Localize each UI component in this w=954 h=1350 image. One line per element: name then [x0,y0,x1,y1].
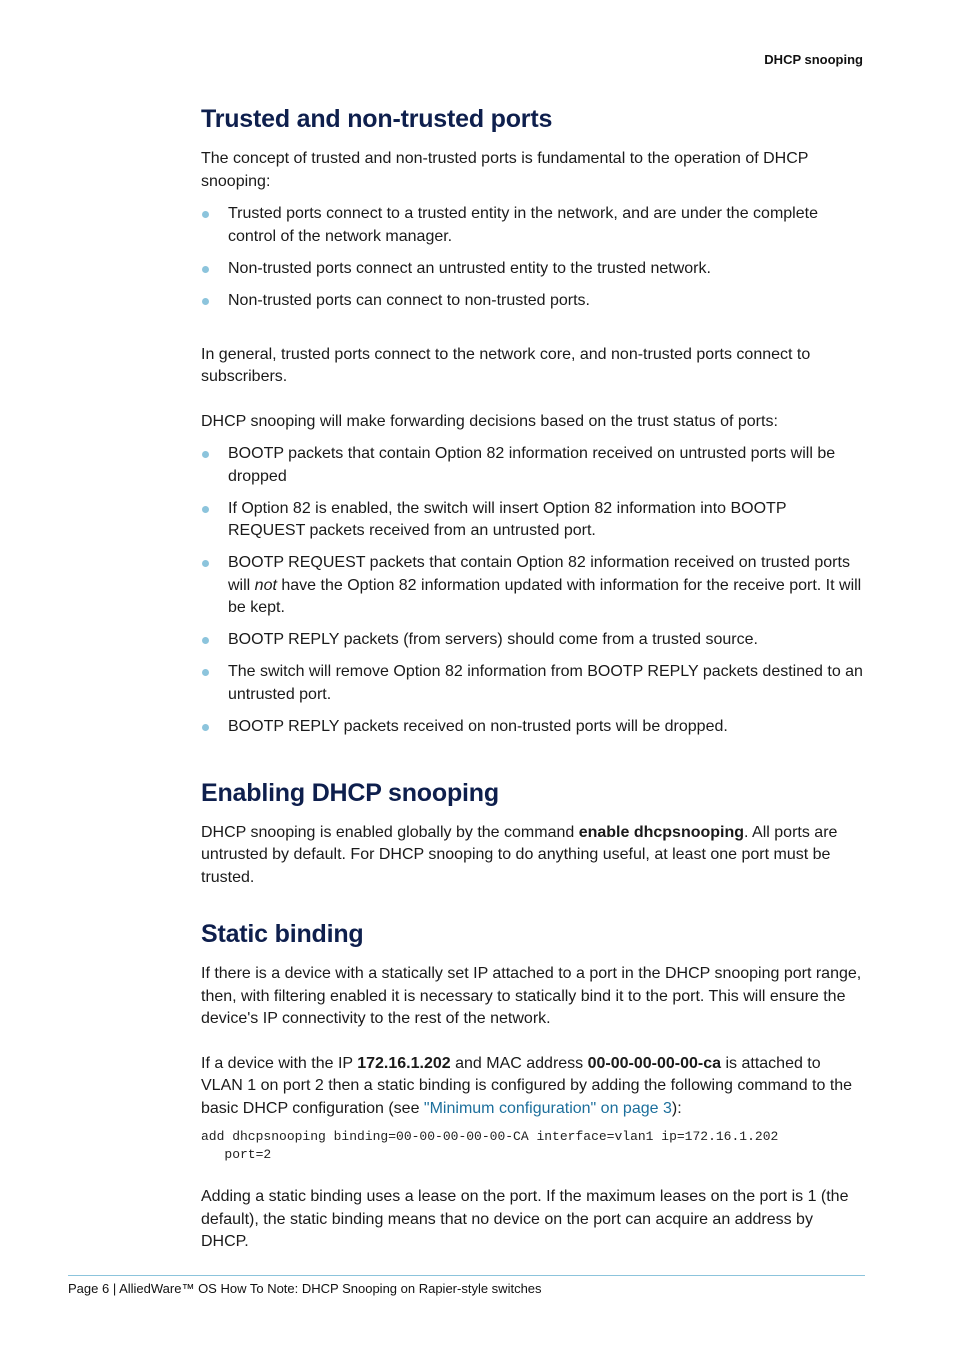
code-line: port=2 [201,1147,272,1162]
paragraph-enabling [201,822,865,890]
text-span: DHCP snooping is enabled globally by the command [201,823,579,841]
list-item: Non-trusted ports connect an untrusted entity to the trusted network. [201,258,865,281]
command-example [201,1128,865,1164]
heading-static-binding: Static binding [201,920,364,948]
list-item: If Option 82 is enabled, the switch will insert Option 82 information into BOOTP REQUEST packets received from an untrusted port. [201,498,865,543]
text-span: . All ports are untrusted by default. For DHCP snooping to do anything useful, at least one port must be trusted. [201,823,838,886]
text-span: ): [671,1099,682,1117]
command-name: enable dhcpsnooping [578,823,745,841]
paragraph-intro: The concept of trusted and non-trusted ports is fundamental to the operation of DHCP snooping: [201,150,809,190]
list-item: BOOTP REPLY packets received on non-trusted ports will be dropped. [201,716,865,739]
paragraph-forwarding: DHCP snooping will make forwarding decisions based on the trust status of ports: [201,412,778,430]
page-content [201,104,865,1254]
mac-address: 00-00-00-00-00-ca [587,1054,722,1072]
list-item: Non-trusted ports can connect to non-trusted ports. [201,290,865,313]
heading-trusted-ports: Trusted and non-trusted ports [201,105,553,133]
trusted-ports-list [201,203,865,312]
ip-address: 172.16.1.202 [357,1054,451,1072]
emphasis-not: not [254,576,277,594]
text-span: is attached to VLAN 1 on port 2 then a static binding is configured by adding the following command to the basic DHCP configuration (see [201,1054,853,1117]
text-span: and MAC address [450,1054,588,1072]
code-line: add dhcpsnooping binding=00-00-00-00-00-CA interface=vlan1 ip=172.16.1.202 [201,1129,779,1144]
list-item: BOOTP REPLY packets (from servers) should come from a trusted source. [201,629,865,652]
paragraph-general: In general, trusted ports connect to the network core, and non-trusted ports connect to subscribers. [201,345,811,385]
list-item: BOOTP packets that contain Option 82 information received on untrusted ports will be dropped [201,443,865,488]
heading-enabling-dhcp-snooping: Enabling DHCP snooping [201,778,499,807]
forwarding-rules-list [201,443,865,738]
footer-divider [68,1275,865,1276]
list-item-text: BOOTP REQUEST packets that contain Option 82 information received on trusted ports will [228,554,850,594]
page-footer: Page 6 | AlliedWare™ OS How To Note: DHCP Snooping on Rapier-style switches [68,1281,542,1296]
list-item-text: have the Option 82 information updated with information for the receive port. It will be kept. [228,576,862,616]
running-header: DHCP snooping [764,52,863,67]
cross-reference-link[interactable]: "Minimum configuration" on page 3 [423,1099,672,1117]
list-item [201,552,865,620]
list-item: Trusted ports connect to a trusted entity in the network, and are under the complete control of the network manager. [201,203,865,248]
text-span: If a device with the IP [201,1054,358,1072]
paragraph-lease-note: Adding a static binding uses a lease on the port. If the maximum leases on the port is 1 (the default), the static binding means that no device on the port can acquire an address by DHCP. [201,1188,849,1250]
paragraph-static-example [201,1053,865,1121]
list-item: The switch will remove Option 82 information from BOOTP REPLY packets destined to an untrusted port. [201,661,865,706]
paragraph-static-intro: If there is a device with a statically set IP attached to a port in the DHCP snooping port range, then, with filtering enabled it is necessary to statically bind it to the port. This will ensure the device's IP connectivity to the rest of the network. [201,965,862,1027]
